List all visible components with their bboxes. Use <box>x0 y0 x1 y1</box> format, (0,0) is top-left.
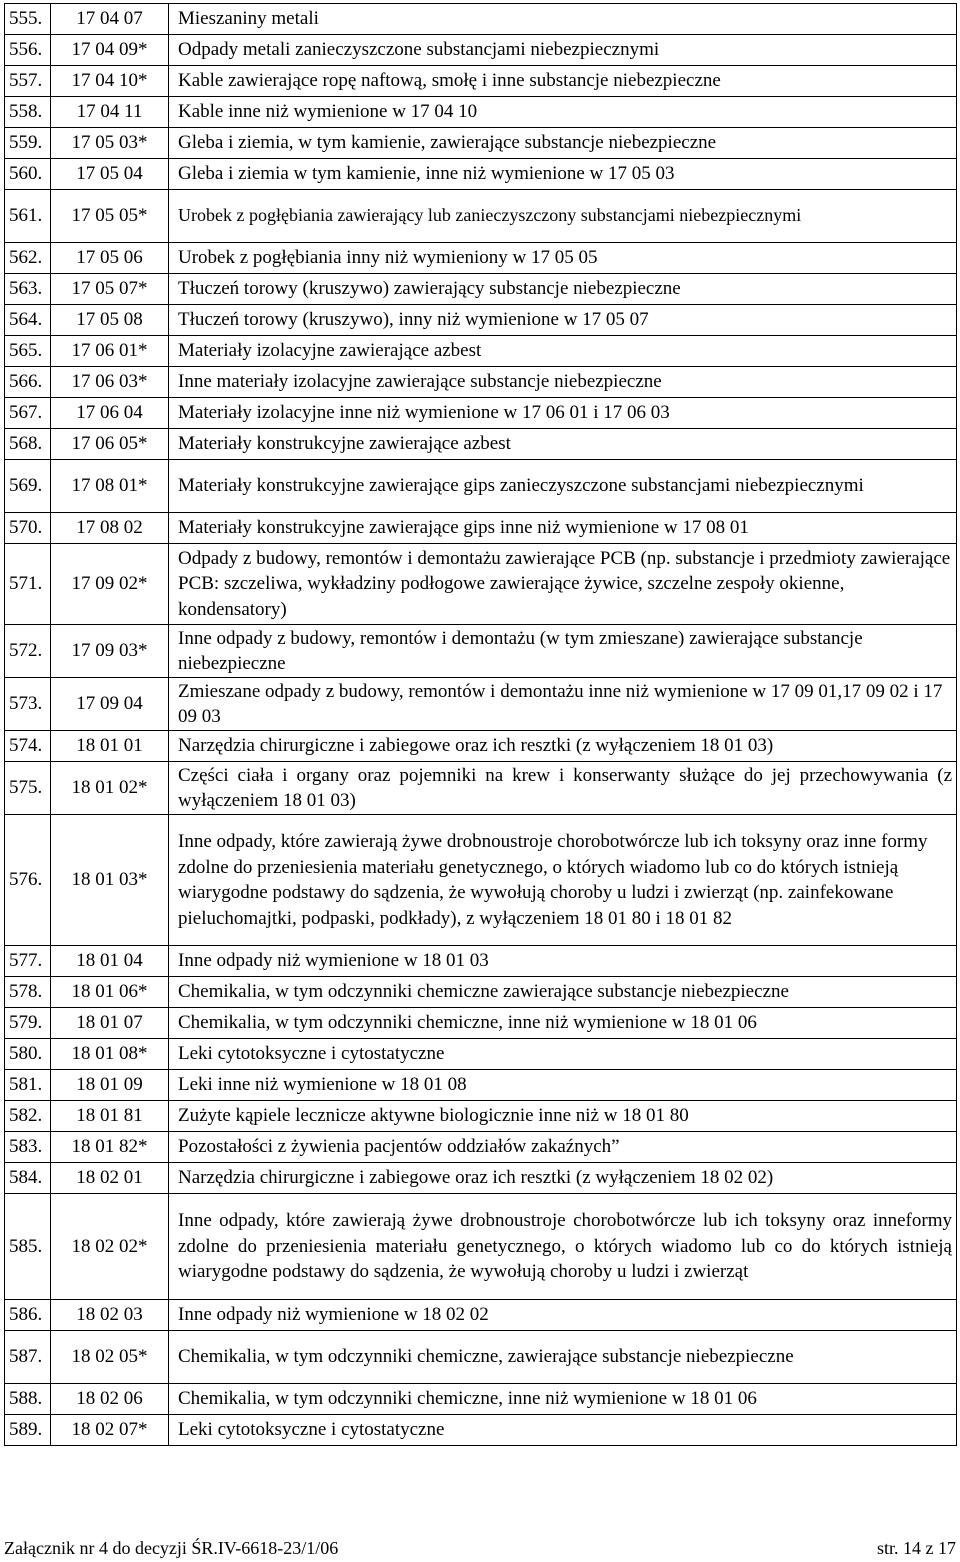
table-row <box>5 625 957 678</box>
table-row <box>5 159 957 190</box>
table-row <box>5 128 957 159</box>
waste-description: Materiały izolacyjne zawierające azbest <box>169 336 957 367</box>
waste-description: Kable zawierające ropę naftową, smołę i inne substancje niebezpieczne <box>169 66 957 97</box>
row-number: 581. <box>5 1070 51 1101</box>
table-row <box>5 1039 957 1070</box>
row-number: 571. <box>5 544 51 625</box>
row-number: 573. <box>5 678 51 731</box>
footer-page-number: str. 14 z 17 <box>877 1538 956 1558</box>
waste-description: Odpady metali zanieczyszczone substancjami niebezpiecznymi <box>169 35 957 66</box>
table-row <box>5 762 957 815</box>
waste-code: 17 06 01* <box>51 336 169 367</box>
table-row <box>5 1384 957 1415</box>
table-row <box>5 1008 957 1039</box>
row-number: 566. <box>5 367 51 398</box>
row-number: 567. <box>5 398 51 429</box>
row-number: 574. <box>5 731 51 762</box>
waste-code: 18 01 81 <box>51 1101 169 1132</box>
row-number: 561. <box>5 190 51 243</box>
waste-code: 18 01 02* <box>51 762 169 815</box>
waste-code: 18 02 02* <box>51 1194 169 1300</box>
row-number: 577. <box>5 946 51 977</box>
row-number: 556. <box>5 35 51 66</box>
table-row <box>5 66 957 97</box>
row-number: 560. <box>5 159 51 190</box>
row-number: 564. <box>5 305 51 336</box>
waste-code: 18 02 06 <box>51 1384 169 1415</box>
waste-description: Inne odpady niż wymienione w 18 01 03 <box>169 946 957 977</box>
table-row <box>5 35 957 66</box>
table-row <box>5 1101 957 1132</box>
waste-code: 18 01 03* <box>51 815 169 946</box>
waste-code: 18 01 07 <box>51 1008 169 1039</box>
table-row <box>5 678 957 731</box>
waste-description: Inne odpady niż wymienione w 18 02 02 <box>169 1300 957 1331</box>
row-number: 588. <box>5 1384 51 1415</box>
row-number: 578. <box>5 977 51 1008</box>
waste-description: Materiały konstrukcyjne zawierające gips zanieczyszczone substancjami niebezpiecznymi <box>169 460 957 513</box>
waste-description: Materiały konstrukcyjne zawierające azbest <box>169 429 957 460</box>
waste-code: 17 05 07* <box>51 274 169 305</box>
table-row <box>5 815 957 946</box>
waste-description: Gleba i ziemia w tym kamienie, inne niż wymienione w 17 05 03 <box>169 159 957 190</box>
waste-description: Zużyte kąpiele lecznicze aktywne biologicznie inne niż w 18 01 80 <box>169 1101 957 1132</box>
table-row <box>5 1132 957 1163</box>
waste-description: Gleba i ziemia, w tym kamienie, zawierające substancje niebezpieczne <box>169 128 957 159</box>
table-row <box>5 544 957 625</box>
waste-code: 18 02 05* <box>51 1331 169 1384</box>
table-row <box>5 977 957 1008</box>
table-row <box>5 190 957 243</box>
waste-code: 17 06 03* <box>51 367 169 398</box>
row-number: 584. <box>5 1163 51 1194</box>
waste-code: 17 05 03* <box>51 128 169 159</box>
row-number: 576. <box>5 815 51 946</box>
table-row <box>5 336 957 367</box>
waste-description: Chemikalia, w tym odczynniki chemiczne, inne niż wymienione w 18 01 06 <box>169 1008 957 1039</box>
row-number: 572. <box>5 625 51 678</box>
waste-description: Urobek z pogłębiania inny niż wymieniony w 17 05 05 <box>169 243 957 274</box>
waste-codes-table <box>4 3 957 1446</box>
table-row <box>5 305 957 336</box>
table-row <box>5 274 957 305</box>
waste-description: Urobek z pogłębiania zawierający lub zanieczyszczony substancjami niebezpiecznymi <box>169 190 957 243</box>
waste-description: Chemikalia, w tym odczynniki chemiczne, inne niż wymienione w 18 01 06 <box>169 1384 957 1415</box>
waste-code: 17 04 11 <box>51 97 169 128</box>
row-number: 586. <box>5 1300 51 1331</box>
waste-code: 18 01 82* <box>51 1132 169 1163</box>
row-number: 568. <box>5 429 51 460</box>
waste-code: 17 04 10* <box>51 66 169 97</box>
row-number: 570. <box>5 513 51 544</box>
table-row <box>5 1300 957 1331</box>
waste-code: 18 02 07* <box>51 1415 169 1446</box>
waste-description: Zmieszane odpady z budowy, remontów i demontażu inne niż wymienione w 17 09 01,17 09 02 i 17 09 03 <box>169 678 957 731</box>
table-row <box>5 946 957 977</box>
waste-description: Inne odpady z budowy, remontów i demontażu (w tym zmieszane) zawierające substancje niebezpieczne <box>169 625 957 678</box>
waste-code: 18 01 09 <box>51 1070 169 1101</box>
waste-code: 17 05 06 <box>51 243 169 274</box>
table-row <box>5 513 957 544</box>
row-number: 558. <box>5 97 51 128</box>
table-row <box>5 243 957 274</box>
waste-description: Materiały izolacyjne inne niż wymienione w 17 06 01 i 17 06 03 <box>169 398 957 429</box>
waste-code: 17 09 02* <box>51 544 169 625</box>
waste-code: 17 04 09* <box>51 35 169 66</box>
waste-description: Narzędzia chirurgiczne i zabiegowe oraz ich resztki (z wyłączeniem 18 01 03) <box>169 731 957 762</box>
waste-description: Inne odpady, które zawierają żywe drobnoustroje chorobotwórcze lub ich toksyny oraz inne formy zdolne do przeniesienia materiału genetycznego, o których wiadomo lub co do których istnieją wiarygodne podstawy do sądzenia, że wywołują choroby u ludzi i zwierząt (np. zainfekowane pieluchomajtki, podpaski, podkłady), z wyłączeniem 18 01 80 i 18 01 82 <box>169 815 957 946</box>
waste-code: 17 08 02 <box>51 513 169 544</box>
row-number: 587. <box>5 1331 51 1384</box>
waste-description: Pozostałości z żywienia pacjentów oddziałów zakaźnych” <box>169 1132 957 1163</box>
waste-description: Narzędzia chirurgiczne i zabiegowe oraz ich resztki (z wyłączeniem 18 02 02) <box>169 1163 957 1194</box>
footer-document-reference: Załącznik nr 4 do decyzji ŚR.IV-6618-23/1/06 <box>4 1538 339 1558</box>
waste-description: Inne odpady, które zawierają żywe drobnoustroje chorobotwórcze lub ich toksyny oraz inneformy zdolne do przeniesienia materiału genetycznego, o których wiadomo lub co do których istnieją wiarygodne podstawy do sądzenia, że wywołują choroby u ludzi i zwierząt <box>169 1194 957 1300</box>
waste-description: Leki cytotoksyczne i cytostatyczne <box>169 1415 957 1446</box>
row-number: 563. <box>5 274 51 305</box>
table-row <box>5 1415 957 1446</box>
table-row <box>5 460 957 513</box>
waste-description: Chemikalia, w tym odczynniki chemiczne, zawierające substancje niebezpieczne <box>169 1331 957 1384</box>
waste-description: Leki cytotoksyczne i cytostatyczne <box>169 1039 957 1070</box>
waste-description: Części ciała i organy oraz pojemniki na krew i konserwanty służące do jej przechowywania (z wyłączeniem 18 01 03) <box>169 762 957 815</box>
table-row <box>5 429 957 460</box>
table-row <box>5 1331 957 1384</box>
table-row <box>5 398 957 429</box>
waste-code: 17 06 05* <box>51 429 169 460</box>
waste-description: Chemikalia, w tym odczynniki chemiczne zawierające substancje niebezpieczne <box>169 977 957 1008</box>
waste-description: Tłuczeń torowy (kruszywo), inny niż wymienione w 17 05 07 <box>169 305 957 336</box>
row-number: 579. <box>5 1008 51 1039</box>
waste-code: 17 05 05* <box>51 190 169 243</box>
table-row <box>5 731 957 762</box>
row-number: 585. <box>5 1194 51 1300</box>
waste-code: 18 01 04 <box>51 946 169 977</box>
row-number: 562. <box>5 243 51 274</box>
waste-code: 18 02 03 <box>51 1300 169 1331</box>
table-row <box>5 367 957 398</box>
waste-code: 17 04 07 <box>51 4 169 35</box>
row-number: 557. <box>5 66 51 97</box>
page-footer <box>4 1538 956 1558</box>
row-number: 582. <box>5 1101 51 1132</box>
row-number: 565. <box>5 336 51 367</box>
row-number: 569. <box>5 460 51 513</box>
row-number: 575. <box>5 762 51 815</box>
waste-description: Mieszaniny metali <box>169 4 957 35</box>
waste-code: 18 01 06* <box>51 977 169 1008</box>
row-number: 559. <box>5 128 51 159</box>
waste-code: 18 02 01 <box>51 1163 169 1194</box>
waste-code: 17 09 03* <box>51 625 169 678</box>
waste-code: 17 09 04 <box>51 678 169 731</box>
waste-code: 17 08 01* <box>51 460 169 513</box>
waste-description: Inne materiały izolacyjne zawierające substancje niebezpieczne <box>169 367 957 398</box>
row-number: 580. <box>5 1039 51 1070</box>
table-row <box>5 4 957 35</box>
row-number: 555. <box>5 4 51 35</box>
waste-description: Materiały konstrukcyjne zawierające gips inne niż wymienione w 17 08 01 <box>169 513 957 544</box>
waste-code: 18 01 08* <box>51 1039 169 1070</box>
waste-code: 17 05 04 <box>51 159 169 190</box>
table-row <box>5 1194 957 1300</box>
waste-code: 17 05 08 <box>51 305 169 336</box>
waste-description: Odpady z budowy, remontów i demontażu zawierające PCB (np. substancje i przedmioty zawierające PCB: szczeliwa, wykładziny podłogowe zawierające żywice, szczelne zespoły okienne, kondensatory) <box>169 544 957 625</box>
table-row <box>5 1163 957 1194</box>
row-number: 589. <box>5 1415 51 1446</box>
table-row <box>5 97 957 128</box>
waste-code: 18 01 01 <box>51 731 169 762</box>
row-number: 583. <box>5 1132 51 1163</box>
waste-description: Leki inne niż wymienione w 18 01 08 <box>169 1070 957 1101</box>
waste-code: 17 06 04 <box>51 398 169 429</box>
table-row <box>5 1070 957 1101</box>
waste-description: Kable inne niż wymienione w 17 04 10 <box>169 97 957 128</box>
waste-description: Tłuczeń torowy (kruszywo) zawierający substancje niebezpieczne <box>169 274 957 305</box>
